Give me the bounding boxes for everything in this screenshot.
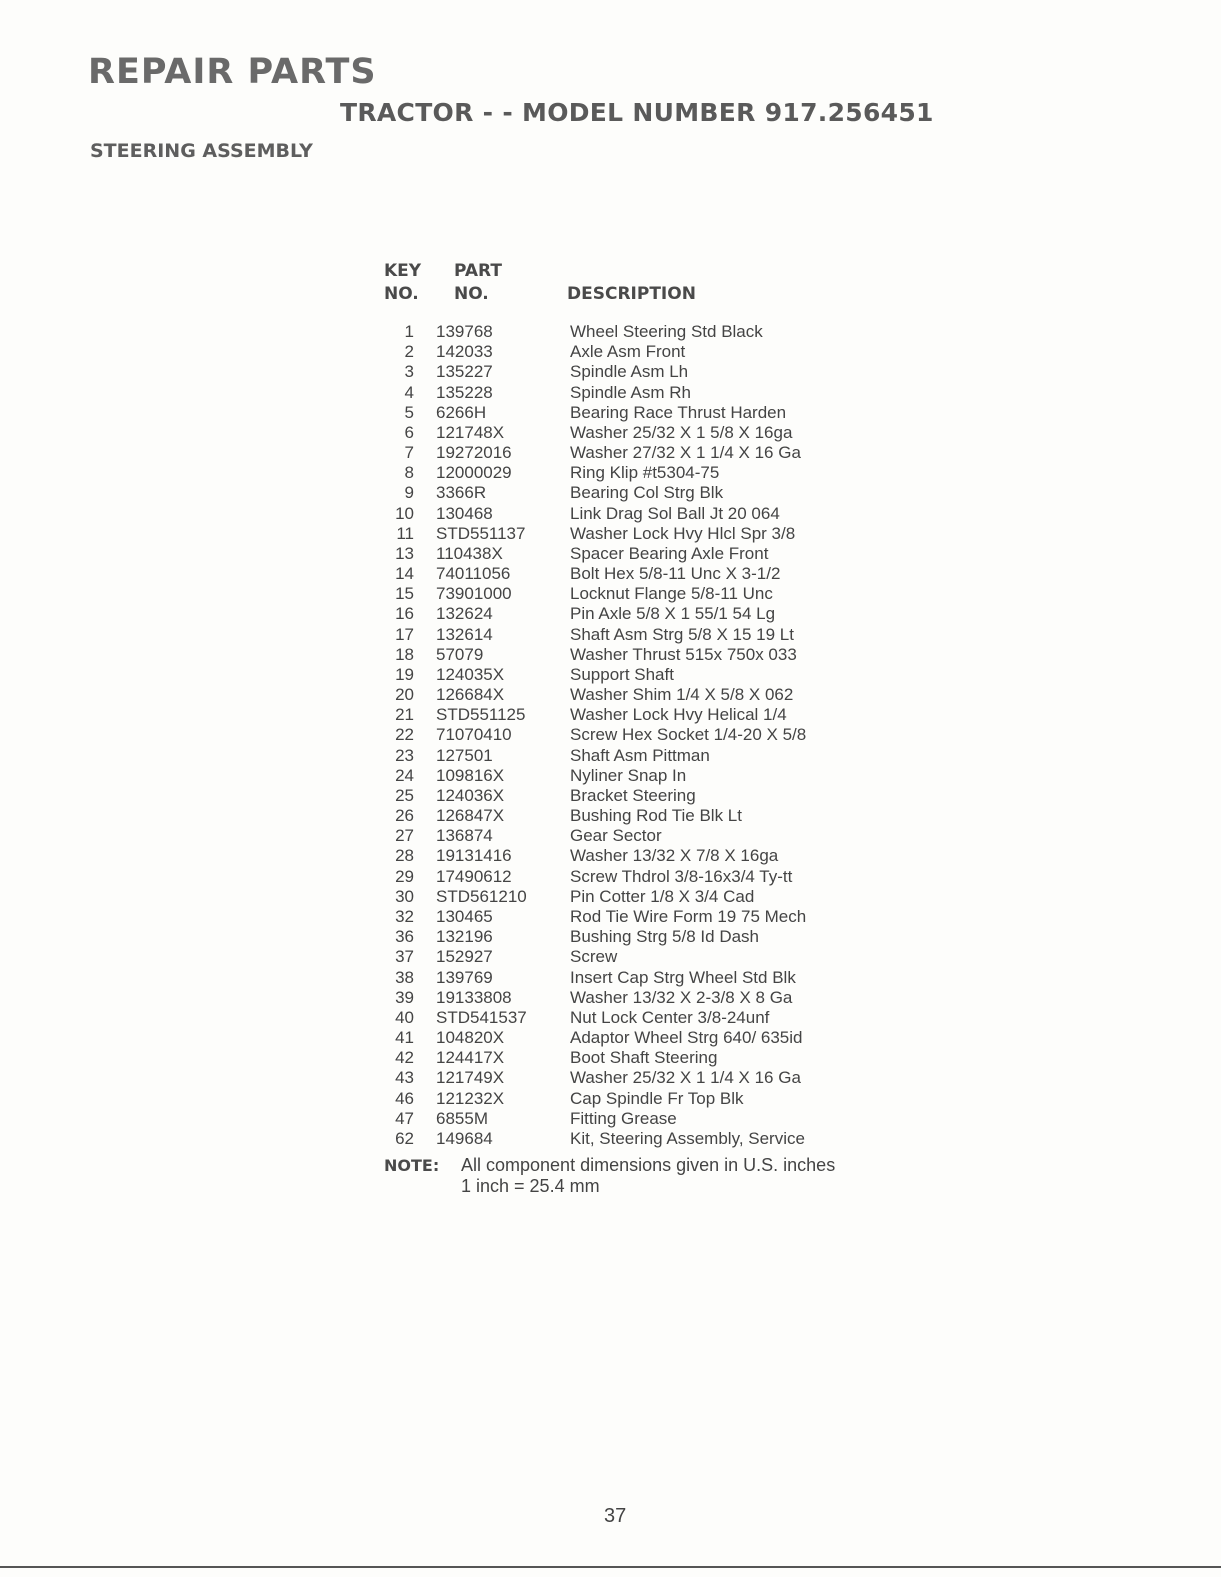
key-number: 27 [395,826,414,846]
part-description: Bearing Col Strg Blk [570,483,724,503]
table-row [384,342,904,362]
table-row [384,867,904,887]
part-description: Bolt Hex 5/8-11 Unc X 3-1/2 [570,564,781,584]
part-number: 142033 [436,342,493,362]
key-number: 38 [395,967,414,987]
table-row [384,1129,904,1149]
table-row [384,968,904,988]
part-number: 139768 [436,322,493,341]
part-number: 132196 [436,927,493,947]
key-number: 16 [395,604,414,624]
key-number: 24 [395,765,414,785]
note-line-2: 1 inch = 25.4 mm [461,1176,600,1196]
key-number: 46 [395,1088,414,1108]
part-number: 12000029 [436,463,512,483]
part-number: 6855M [436,1108,488,1128]
table-row [384,725,904,745]
table-row [384,524,904,544]
column-header-key-line2: NO. [384,284,419,304]
key-number: 41 [395,1028,414,1048]
table-row [384,887,904,907]
part-number: 126847X [436,806,505,826]
table-row [384,383,904,403]
part-description: Spindle Asm Lh [570,362,689,382]
key-number: 25 [395,785,414,805]
part-number: 17490612 [436,866,512,886]
part-description: Adaptor Wheel Strg 640/ 635id [570,1028,803,1048]
table-row [384,463,904,483]
table-row [384,443,904,463]
part-description: Washer Shim 1/4 X 5/8 X 062 [570,685,794,705]
note-line-1: All component dimensions given in U.S. inches [461,1155,836,1175]
key-number: 9 [404,483,414,503]
part-description: Screw Thdrol 3/8-16x3/4 Ty-tt [570,866,793,886]
part-description: Bracket Steering [570,785,696,805]
key-number: 8 [404,463,414,483]
part-description: Pin Axle 5/8 X 1 55/1 54 Lg [570,604,776,624]
part-number: 73901000 [436,584,512,604]
part-number: 132614 [436,624,493,644]
part-number: 149684 [436,1128,493,1148]
table-row [384,403,904,423]
table-row [384,584,904,604]
part-number: 135228 [436,382,493,402]
column-header-key-line1: KEY [384,261,422,281]
part-description: Washer Lock Hvy Hlcl Spr 3/8 [570,523,796,543]
part-description: Washer Lock Hvy Helical 1/4 [570,705,787,725]
part-description: Rod Tie Wire Form 19 75 Mech [570,906,807,926]
key-number: 5 [404,402,414,422]
part-description: Cap Spindle Fr Top Blk [570,1088,744,1108]
table-row [384,1068,904,1088]
part-number: 136874 [436,826,493,846]
part-description: Gear Sector [570,826,662,846]
part-number: 19131416 [436,846,512,866]
part-description: Washer 27/32 X 1 1/4 X 16 Ga [570,443,801,463]
part-number: 19133808 [436,987,512,1007]
part-number: 124035X [436,664,505,684]
key-number: 29 [395,866,414,886]
page-number: 37 [604,1505,627,1527]
table-row [384,907,904,927]
part-number: 109816X [436,765,505,785]
part-description: Insert Cap Strg Wheel Std Blk [570,967,796,987]
part-number: 124036X [436,785,505,805]
part-description: Link Drag Sol Ball Jt 20 064 [570,503,780,523]
key-number: 39 [395,987,414,1007]
part-description: Spindle Asm Rh [570,382,691,402]
part-description: Screw [570,947,618,967]
part-number: 121749X [436,1068,505,1088]
part-number: STD561210 [436,886,527,906]
section-heading: STEERING ASSEMBLY [90,140,313,162]
key-number: 6 [404,422,414,442]
table-row [384,1048,904,1068]
table-row [384,786,904,806]
part-description: Ring Klip #t5304-75 [570,463,720,483]
table-row [384,483,904,503]
key-number: 30 [395,886,414,906]
key-number: 43 [395,1068,414,1088]
part-description: Wheel Steering Std Black [570,322,763,341]
table-row [384,988,904,1008]
part-number: 121232X [436,1088,505,1108]
table-row [384,826,904,846]
part-description: Bushing Rod Tie Blk Lt [570,806,742,826]
part-description: Washer 13/32 X 7/8 X 16ga [570,846,779,866]
table-row [384,746,904,766]
key-number: 11 [396,523,414,543]
key-number: 37 [395,947,414,967]
part-description: Support Shaft [570,664,674,684]
table-row [384,322,904,342]
part-number: 135227 [436,362,493,382]
key-number: 42 [395,1048,414,1068]
key-number: 47 [395,1108,414,1128]
key-number: 7 [404,443,414,463]
column-header-part-line2: NO. [454,284,489,304]
table-row [384,1028,904,1048]
key-number: 40 [395,1007,414,1027]
table-row [384,564,904,584]
table-row [384,1089,904,1109]
key-number: 10 [395,503,414,523]
part-description: Screw Hex Socket 1/4-20 X 5/8 [570,725,807,745]
table-row [384,766,904,786]
part-description: Nut Lock Center 3/8-24unf [570,1007,770,1027]
part-description: Kit, Steering Assembly, Service [570,1128,805,1148]
part-description: Washer Thrust 515x 750x 033 [570,644,797,664]
key-number: 17 [395,624,414,644]
parts-list [384,322,904,1149]
table-row [384,947,904,967]
note-label: NOTE: [384,1156,440,1175]
page-title: REPAIR PARTS [88,52,377,92]
part-number: 110438X [436,543,503,563]
part-description: Shaft Asm Pittman [570,745,710,765]
table-row [384,806,904,826]
key-number: 20 [395,685,414,705]
table-row [384,504,904,524]
part-description: Spacer Bearing Axle Front [570,543,769,563]
key-number: 2 [404,342,414,362]
key-number: 19 [395,664,414,684]
key-number: 3 [404,362,414,382]
key-number: 26 [395,806,414,826]
table-row [384,705,904,725]
key-number: 28 [395,846,414,866]
part-number: 121748X [436,422,505,442]
part-description: Fitting Grease [570,1108,677,1128]
table-row [384,1008,904,1028]
key-number: 62 [395,1128,414,1148]
key-number: 15 [395,584,414,604]
part-number: 6266H [436,402,487,422]
part-number: 19272016 [436,443,512,463]
part-number: 57079 [436,644,484,664]
part-number: 152927 [436,947,493,967]
part-number: 127501 [436,745,493,765]
table-row [384,423,904,443]
part-description: Pin Cotter 1/8 X 3/4 Cad [570,886,755,906]
part-description: Nyliner Snap In [570,765,687,785]
part-description: Washer 25/32 X 1 1/4 X 16 Ga [570,1068,801,1088]
part-description: Shaft Asm Strg 5/8 X 15 19 Lt [570,624,794,644]
bottom-rule [0,1566,1221,1568]
table-row [384,927,904,947]
model-subtitle: TRACTOR - - MODEL NUMBER 917.256451 [340,98,934,127]
table-row [384,544,904,564]
key-number: 4 [404,382,414,402]
part-number: 139769 [436,967,493,987]
part-number: 71070410 [436,725,512,745]
key-number: 21 [395,705,414,725]
part-number: STD541537 [436,1007,527,1027]
key-number: 14 [395,564,414,584]
key-number: 32 [395,906,414,926]
table-row [384,685,904,705]
part-number: 132624 [436,604,493,624]
part-number: 130468 [436,503,493,523]
key-number: 22 [395,725,414,745]
key-number: 36 [395,927,414,947]
key-number: 13 [395,543,414,563]
part-description: Bushing Strg 5/8 Id Dash [570,927,760,947]
part-number: 3366R [436,483,487,503]
part-number: 124417X [436,1048,505,1068]
table-row [384,362,904,382]
part-number: 130465 [436,906,493,926]
part-number: 126684X [436,685,505,705]
key-number: 23 [395,745,414,765]
table-row [384,1109,904,1129]
table-row [384,625,904,645]
part-description: Locknut Flange 5/8-11 Unc [570,584,773,604]
part-description: Bearing Race Thrust Harden [570,402,787,422]
column-header-description: DESCRIPTION [567,284,696,304]
table-row [384,645,904,665]
table-row [384,665,904,685]
part-number: 74011056 [436,564,511,584]
column-header-part-line1: PART [454,261,502,281]
table-row [384,604,904,624]
part-number: 104820X [436,1028,505,1048]
part-description: Washer 25/32 X 1 5/8 X 16ga [570,422,793,442]
part-description: Axle Asm Front [570,342,686,362]
part-description: Washer 13/32 X 2-3/8 X 8 Ga [570,987,793,1007]
part-description: Boot Shaft Steering [570,1048,718,1068]
table-row [384,846,904,866]
part-number: STD551137 [436,523,526,543]
part-number: STD551125 [436,705,526,725]
key-number: 18 [395,644,414,664]
key-number: 1 [404,322,414,341]
